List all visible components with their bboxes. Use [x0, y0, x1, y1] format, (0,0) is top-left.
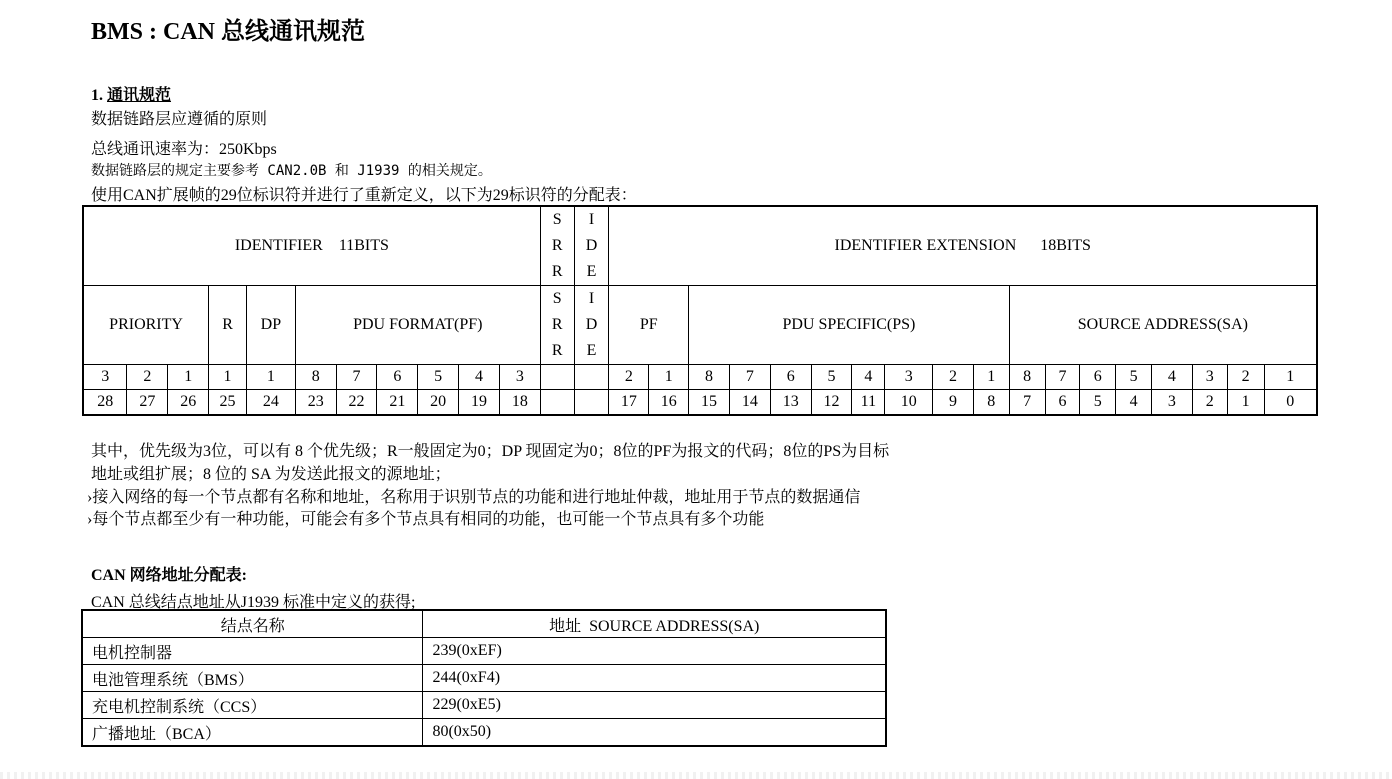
bit-position-cell: 27 [127, 390, 168, 416]
bit-position-cell: 18 [499, 390, 540, 416]
bit-number-cell: 1 [246, 365, 295, 390]
table-row [82, 665, 886, 692]
note-line-1: 其中，优先级为3位，可以有 8 个优先级；R一般固定为0；DP 现固定为0；8位的PF为报文的代码；8位的PS为目标 [91, 443, 890, 460]
bit-number-cell: 3 [499, 365, 540, 390]
pdu-specific-cell: PDU SPECIFIC(PS) [689, 286, 1010, 365]
srr-letter: R [551, 342, 563, 359]
ide-letter: D [585, 237, 598, 254]
bit-number-cell: 4 [1152, 365, 1193, 390]
bit-number-cell: 3 [885, 365, 933, 390]
bit-position-cell: 21 [377, 390, 418, 416]
bit-position-cell: 25 [209, 390, 247, 416]
srr-letter: R [551, 316, 563, 333]
address-table-header [82, 610, 886, 638]
node-name-cell: 充电机控制系统（CCS） [82, 692, 423, 719]
bit-number-cell: 1 [168, 365, 209, 390]
ide-letter: I [588, 211, 595, 228]
identifier-extension-cell: IDENTIFIER EXTENSION 18BITS [609, 206, 1317, 286]
bit-position-row [83, 390, 1317, 416]
text-line-1: 数据链路层应遵循的原则 [91, 111, 268, 128]
address-cell: 80(0x50) [423, 719, 886, 747]
bit-position-cell: 17 [609, 390, 649, 416]
bit-number-cell: 7 [1045, 365, 1080, 390]
bit-position-cell [540, 390, 574, 416]
note-bullet-2: ›每个节点都至少有一种功能，可能会有多个节点具有相同的功能，也可能一个节点具有多个功能 [87, 511, 765, 528]
ide-letter: D [585, 316, 598, 333]
bit-number-cell: 2 [1227, 365, 1264, 390]
bit-number-cell: 1 [1264, 365, 1317, 390]
bit-position-cell: 4 [1116, 390, 1152, 416]
bit-position-cell: 2 [1192, 390, 1227, 416]
bit-position-cell: 0 [1264, 390, 1317, 416]
bit-number-cell: 7 [729, 365, 770, 390]
bit-position-cell: 3 [1152, 390, 1193, 416]
bit-position-cell: 14 [729, 390, 770, 416]
srr-cell [540, 286, 574, 365]
table-row [82, 692, 886, 719]
address-cell: 239(0xEF) [423, 638, 886, 665]
bit-number-cell [540, 365, 574, 390]
bit-position-cell: 9 [933, 390, 974, 416]
bit-position-cell: 28 [83, 390, 127, 416]
source-address-cell: SOURCE ADDRESS(SA) [1009, 286, 1317, 365]
srr-letter: R [551, 237, 563, 254]
bit-position-cell: 24 [246, 390, 295, 416]
r-cell: R [209, 286, 247, 365]
bit-number-cell: 2 [609, 365, 649, 390]
ide-cell [574, 206, 609, 286]
ide-cell [574, 286, 609, 365]
srr-letter: S [552, 290, 562, 307]
bit-position-cell: 1 [1227, 390, 1264, 416]
text-line-3: 数据链路层的规定主要参考 CAN2.0B 和 J1939 的相关规定。 [91, 163, 492, 179]
bit-number-cell: 5 [1116, 365, 1152, 390]
bit-number-cell: 3 [83, 365, 127, 390]
note-bullet-1: ›接入网络的每一个节点都有名称和地址，名称用于识别节点的功能和进行地址仲裁，地址用于节点的数据通信 [87, 489, 861, 506]
bit-position-cell: 11 [852, 390, 885, 416]
node-name-cell: 电机控制器 [82, 638, 423, 665]
bit-number-cell: 4 [459, 365, 500, 390]
section-heading-2: CAN 网络地址分配表: [91, 567, 247, 584]
bit-position-cell [574, 390, 609, 416]
bit-position-cell: 7 [1009, 390, 1045, 416]
address-header: 地址 SOURCE ADDRESS(SA) [423, 610, 886, 638]
section-subtitle: CAN 总线结点地址从J1939 标准中定义的获得; [91, 594, 416, 611]
bit-position-cell: 26 [168, 390, 209, 416]
bit-position-cell: 13 [770, 390, 811, 416]
bit-position-cell: 5 [1080, 390, 1116, 416]
text-line-2: 总线通讯速率为：250Kbps [91, 141, 277, 158]
bit-number-cell: 2 [933, 365, 974, 390]
bit-position-cell: 16 [649, 390, 689, 416]
bit-number-row [83, 365, 1317, 390]
pf-cell: PF [609, 286, 689, 365]
identifier-11bits-cell: IDENTIFIER 11BITS [83, 206, 540, 286]
node-name-cell: 广播地址（BCA） [82, 719, 423, 747]
section-heading-1 [91, 82, 171, 105]
bit-number-cell: 8 [1009, 365, 1045, 390]
node-name-header: 结点名称 [82, 610, 423, 638]
bit-number-cell: 1 [649, 365, 689, 390]
bit-number-cell: 5 [811, 365, 852, 390]
bit-number-cell: 4 [852, 365, 885, 390]
srr-cell [540, 206, 574, 286]
bit-number-cell [574, 365, 609, 390]
bit-number-cell: 6 [1080, 365, 1116, 390]
bit-position-cell: 10 [885, 390, 933, 416]
node-name-cell: 电池管理系统（BMS） [82, 665, 423, 692]
dp-cell: DP [246, 286, 295, 365]
pdu-format-cell: PDU FORMAT(PF) [295, 286, 540, 365]
bit-number-cell: 1 [973, 365, 1009, 390]
ide-letter: E [586, 263, 597, 280]
bit-number-cell: 6 [770, 365, 811, 390]
section-number: 1. [91, 87, 107, 104]
bit-number-cell: 2 [127, 365, 168, 390]
bit-position-cell: 23 [295, 390, 336, 416]
address-table [81, 609, 887, 747]
bit-position-cell: 12 [811, 390, 852, 416]
table-row [82, 638, 886, 665]
srr-letter: S [552, 211, 562, 228]
bit-number-cell: 6 [377, 365, 418, 390]
section-title: 通讯规范 [107, 87, 172, 104]
bit-position-cell: 15 [689, 390, 730, 416]
bit-position-cell: 8 [973, 390, 1009, 416]
bit-number-cell: 3 [1192, 365, 1227, 390]
address-cell: 229(0xE5) [423, 692, 886, 719]
priority-cell: PRIORITY [83, 286, 209, 365]
table-row [82, 719, 886, 747]
ide-letter: E [586, 342, 597, 359]
page-bottom-edge [0, 772, 1392, 779]
bit-number-cell: 8 [689, 365, 730, 390]
bit-position-cell: 6 [1045, 390, 1080, 416]
page-title: BMS : CAN 总线通讯规范 [91, 19, 365, 45]
address-cell: 244(0xF4) [423, 665, 886, 692]
note-line-2: 地址或组扩展；8 位的 SA 为发送此报文的源地址； [91, 466, 451, 483]
ide-letter: I [588, 290, 595, 307]
bit-number-cell: 7 [336, 365, 377, 390]
identifier-bits-table [82, 205, 1318, 416]
bit-number-cell: 5 [418, 365, 459, 390]
text-line-4: 使用CAN扩展帧的29位标识符并进行了重新定义，以下为29标识符的分配表： [91, 187, 637, 204]
bit-position-cell: 22 [336, 390, 377, 416]
bit-position-cell: 19 [459, 390, 500, 416]
bit-number-cell: 1 [209, 365, 247, 390]
bit-position-cell: 20 [418, 390, 459, 416]
bit-number-cell: 8 [295, 365, 336, 390]
srr-letter: R [551, 263, 563, 280]
